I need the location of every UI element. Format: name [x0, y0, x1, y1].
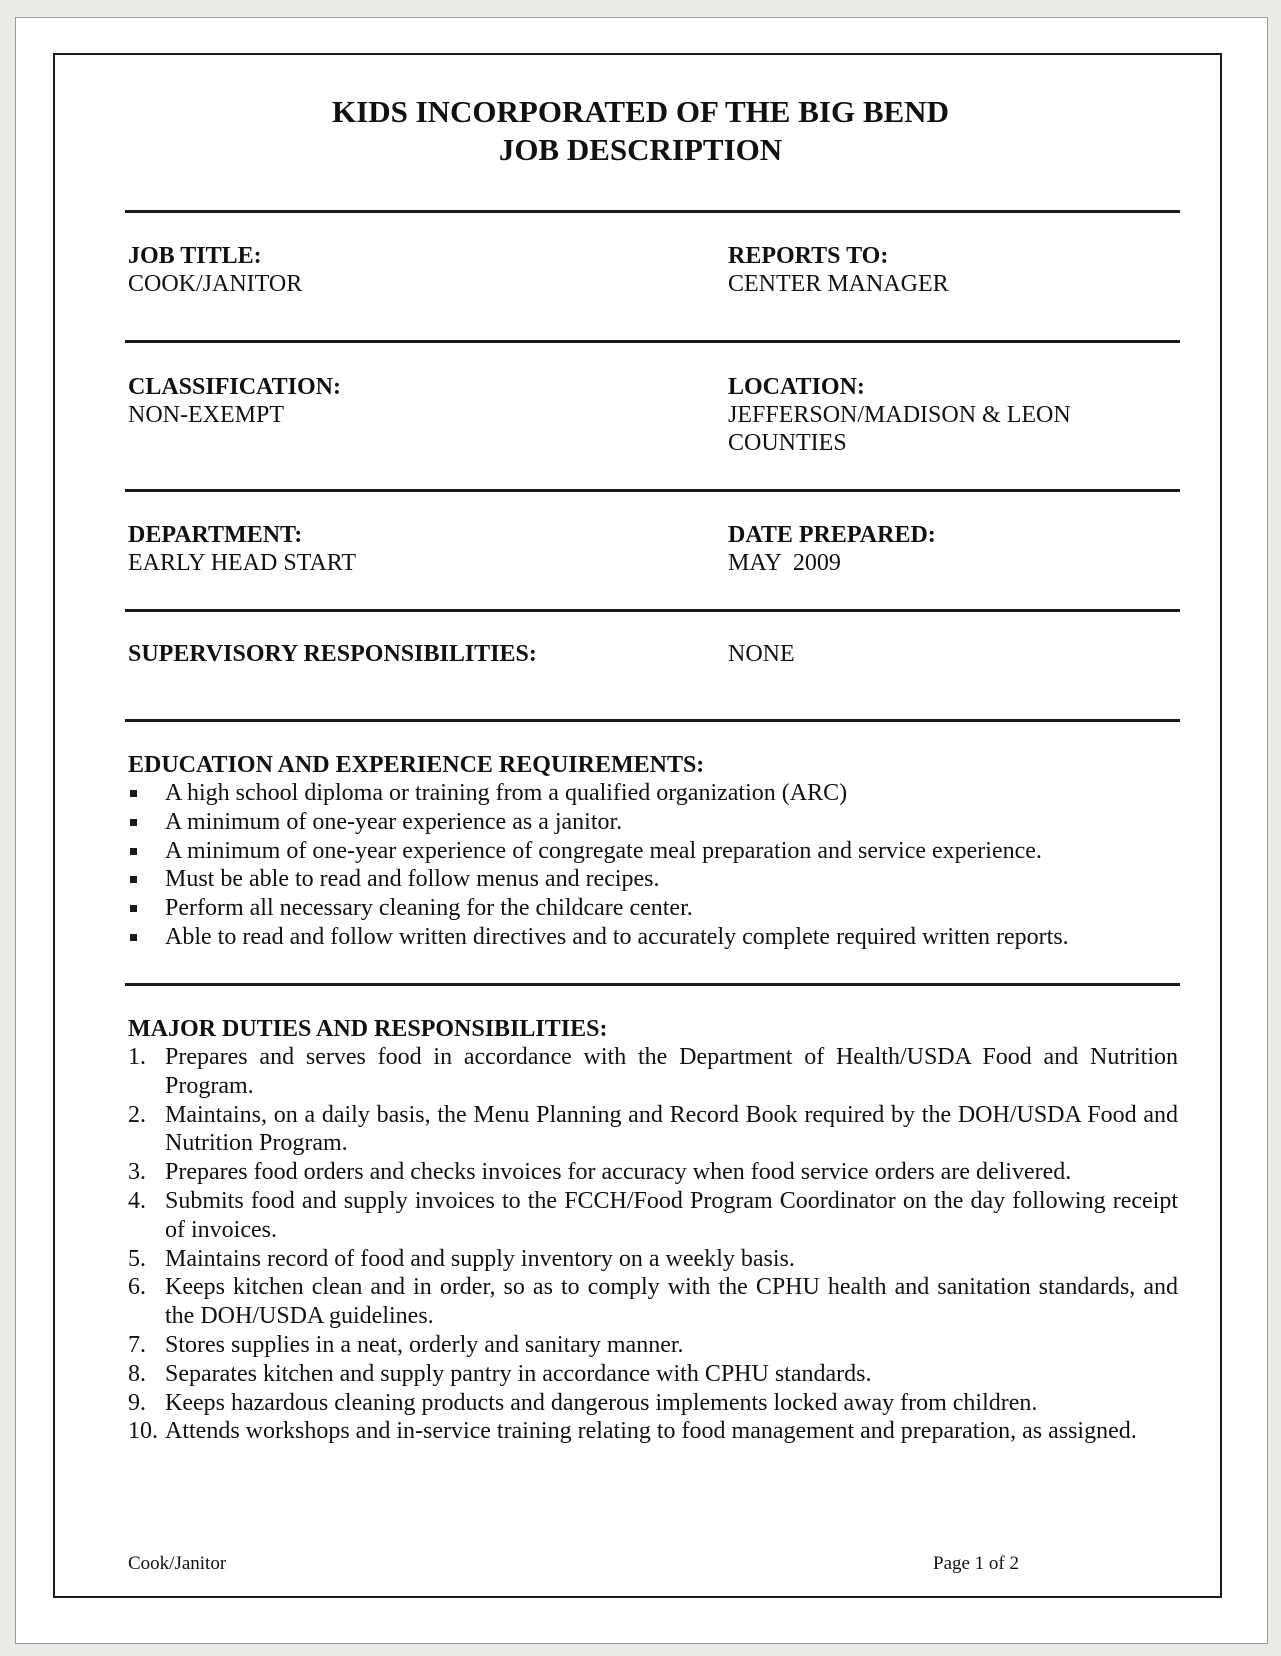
divider — [125, 719, 1180, 722]
list-item-number: 10. — [128, 1418, 158, 1445]
duties-list — [128, 1043, 1178, 1446]
reports-to-label: REPORTS TO: — [728, 243, 889, 269]
list-item-number: 9. — [128, 1389, 146, 1416]
list-item-number: 7. — [128, 1331, 146, 1358]
list-item-text: A minimum of one-year experience as a janitor. — [165, 808, 623, 835]
list-item-text: Separates kitchen and supply pantry in accordance with CPHU standards. — [165, 1360, 872, 1387]
list-item — [128, 1158, 1178, 1187]
document-title: JOB DESCRIPTION — [498, 132, 783, 167]
footer-document-name: Cook/Janitor — [128, 1553, 227, 1574]
date-prepared-label: DATE PREPARED: — [728, 522, 936, 548]
supervisory-label: SUPERVISORY RESPONSIBILITIES: — [128, 641, 537, 667]
list-item — [128, 865, 1069, 894]
list-item-number: 6. — [128, 1274, 146, 1301]
list-item-text: Maintains, on a daily basis, the Menu Planning and Record Book required by the DOH/USDA Food and Nutrition Program. — [165, 1101, 1178, 1157]
list-item-text: Able to read and follow written directives and to accurately complete required written reports. — [165, 923, 1069, 950]
list-item — [128, 837, 1069, 866]
list-item-number: 8. — [128, 1360, 146, 1387]
list-item-text: Stores supplies in a neat, orderly and sanitary manner. — [165, 1331, 684, 1358]
list-item — [128, 1331, 1178, 1360]
list-item-text: A high school diploma or training from a qualified organization (ARC) — [165, 780, 848, 806]
list-item — [128, 1273, 1178, 1331]
organization-title: KIDS INCORPORATED OF THE BIG BEND — [332, 94, 949, 129]
divider — [125, 609, 1180, 612]
list-item-text: A minimum of one-year experience of congregate meal preparation and service experience. — [165, 837, 1042, 864]
location-label: LOCATION: — [728, 374, 865, 400]
square-bullet-icon — [130, 790, 137, 797]
date-prepared-value: MAY 2009 — [728, 550, 841, 576]
list-item-text: Keeps kitchen clean and in order, so as to comply with the CPHU health and sanitation standards, and the DOH/USDA guidelines. — [165, 1274, 1178, 1330]
duties-heading: MAJOR DUTIES AND RESPONSIBILITIES: — [128, 1016, 608, 1042]
list-item — [128, 1101, 1178, 1159]
square-bullet-icon — [130, 905, 137, 912]
divider — [125, 983, 1180, 986]
education-list — [128, 779, 1069, 952]
list-item-number: 1. — [128, 1044, 146, 1070]
divider — [125, 340, 1180, 343]
list-item-text: Submits food and supply invoices to the FCCH/Food Program Coordinator on the day following receipt of invoices. — [165, 1187, 1178, 1243]
square-bullet-icon — [130, 848, 137, 855]
square-bullet-icon — [130, 934, 137, 941]
list-item — [128, 1389, 1178, 1418]
classification-label: CLASSIFICATION: — [128, 374, 341, 400]
list-item — [128, 1043, 1178, 1101]
list-item-number: 5. — [128, 1245, 146, 1272]
list-item-number: 4. — [128, 1187, 146, 1214]
department-label: DEPARTMENT: — [128, 522, 303, 548]
list-item — [128, 1187, 1178, 1245]
list-item-text: Prepares and serves food in accordance with the Department of Health/USDA Food and Nutrition Program. — [165, 1044, 1178, 1099]
list-item — [128, 1360, 1178, 1389]
list-item-text: Keeps hazardous cleaning products and dangerous implements locked away from children. — [165, 1389, 1038, 1416]
list-item-number: 3. — [128, 1159, 146, 1186]
square-bullet-icon — [130, 819, 137, 826]
list-item — [128, 1417, 1178, 1446]
supervisory-value: NONE — [728, 641, 795, 667]
department-value: EARLY HEAD START — [128, 550, 356, 576]
job-title-value: COOK/JANITOR — [128, 271, 303, 297]
list-item-text: Maintains record of food and supply inventory on a weekly basis. — [165, 1245, 795, 1272]
list-item-text: Prepares food orders and checks invoices for accuracy when food service orders are delivered. — [165, 1159, 1072, 1186]
list-item-text: Perform all necessary cleaning for the childcare center. — [165, 895, 693, 922]
list-item — [128, 894, 1069, 923]
list-item — [128, 779, 1069, 808]
list-item-text: Must be able to read and follow menus and recipes. — [165, 866, 660, 893]
job-title-label: JOB TITLE: — [128, 243, 262, 269]
list-item — [128, 923, 1069, 952]
location-value-line-1: JEFFERSON/MADISON & LEON — [728, 402, 1071, 428]
list-item — [128, 1245, 1178, 1274]
square-bullet-icon — [130, 876, 137, 883]
location-value-line-2: COUNTIES — [728, 430, 847, 456]
education-heading: EDUCATION AND EXPERIENCE REQUIREMENTS: — [128, 752, 705, 778]
list-item — [128, 808, 1069, 837]
footer-page-number: Page 1 of 2 — [933, 1553, 1020, 1574]
reports-to-value: CENTER MANAGER — [728, 271, 949, 297]
list-item-text: Attends workshops and in-service training relating to food management and preparation, as assigned. — [165, 1418, 1137, 1445]
list-item-number: 2. — [128, 1101, 146, 1128]
divider — [125, 210, 1180, 213]
classification-value: NON-EXEMPT — [128, 402, 284, 428]
divider — [125, 489, 1180, 492]
